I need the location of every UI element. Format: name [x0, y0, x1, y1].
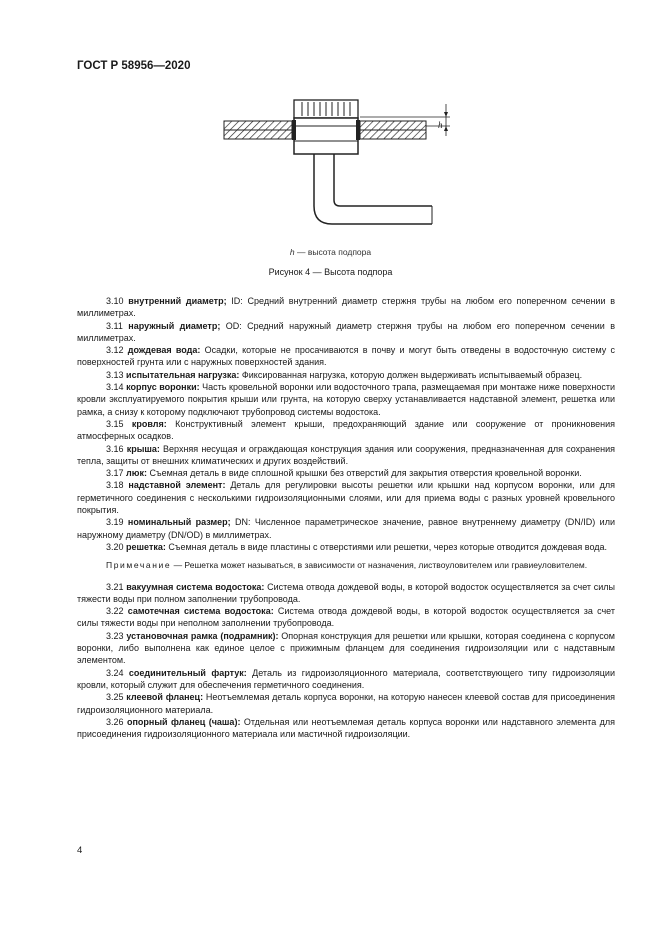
- definition-item: 3.26 опорный фланец (чаша): Отдельная или неотъемлемая деталь корпуса воронки или надставного элемента для присоединения гидроизоляционного материала или мастичной гидроизоляции.: [77, 716, 615, 740]
- note-label: Примечание: [106, 560, 172, 571]
- definition-item: 3.17 люк: Съемная деталь в виде сплошной крышки без отверстий для закрытия отверстия кровельной воронки.: [106, 468, 582, 479]
- definition-item: 3.14 корпус воронки: Часть кровельной воронки или водосточного трапа, размещаемая при монтаже ниже поверхности кровли эксплуатируемого покрытия крыши или грунта, на которую сверху устанавливается надставной элемент, решетка или рамка, а снизу к которому подключают трубопровод системы водостока.: [77, 382, 615, 417]
- definition-item: 3.22 самотечная система водостока: Система отвода дождевой воды, в которой водосток осуществляется за счет силы тяжести воды при неполном заполнении трубопровода.: [77, 606, 615, 629]
- funnel-body: [294, 118, 358, 154]
- legend-symbol: h: [289, 247, 295, 257]
- definition-item: 3.10 внутренний диаметр; ID: Средний внутренний диаметр стержня трубы на любом его поперечном сечении в миллиметрах.: [77, 296, 615, 319]
- drain-pipe: [314, 154, 432, 224]
- figure-legend: [0, 247, 661, 257]
- definitions-list: [77, 295, 615, 740]
- note: [77, 559, 615, 571]
- page-number: 4: [77, 845, 83, 856]
- document-header: ГОСТ Р 58956—2020: [77, 60, 191, 72]
- definition-item: 3.12 дождевая вода: Осадки, которые не просачиваются в почву и могут быть отведены в водосточную систему с поверхностей грунта или с наружных поверхностей здания.: [77, 345, 615, 368]
- definition-item: 3.18 надставной элемент: Деталь для регулировки высоты решетки или крышки над корпусом воронки, или для герметичного соединения с несколькими гидроизоляционными слоями, или для приема воды с разных уровней кровельного покрытия.: [77, 480, 615, 516]
- definition-item: 3.11 наружный диаметр; OD: Средний наружный диаметр стержня трубы на любом его поперечном сечении в миллиметрах.: [77, 320, 615, 343]
- definition-item: 3.25 клеевой фланец: Неотъемлемая деталь корпуса воронки, на которую нанесен клеевой состав для присоединения гидроизоляционного материала.: [77, 692, 615, 715]
- definition-item: 3.13 испытательная нагрузка: Фиксированная нагрузка, которую должен выдерживать испытываемый образец.: [106, 369, 583, 380]
- figure-caption: Рисунок 4 — Высота подпора: [268, 267, 393, 277]
- dimension-label-h: h: [438, 120, 443, 130]
- definition-item: 3.21 вакуумная система водостока: Система отвода дождевой воды, в которой водосток осуществляется за счет силы тяжести воды при полном заполнении трубопровода.: [77, 581, 615, 604]
- definition-item: 3.19 номинальный размер; DN: Численное параметрическое значение, равное внутреннему диаметру (DN/ID) или наружному диаметру (DN/OD) в миллиметрах.: [77, 517, 615, 540]
- definition-item: 3.23 установочная рамка (подрамник): Опорная конструкция для решетки или крышки, которая соединена с корпусом воронки, либо выполнена как единое целое с прижимным фланцем для соединения гидроизоляции или с надставным элементом.: [77, 630, 615, 666]
- definition-item: 3.15 кровля: Конструктивный элемент крыши, предохраняющий здание или сооружение от проникновения атмосферных осадков.: [77, 418, 615, 442]
- note-text: — Решетка может называться, в зависимости от назначения, листвоуловителем или гравиеуловителем.: [171, 560, 588, 571]
- definition-item: 3.24 соединительный фартук: Деталь из гидроизоляционного материала, соответствующего типу гидроизоляции кровли, который служит для обеспечения герметичного соединения.: [77, 667, 615, 690]
- figure-backwater-height: [214, 96, 464, 236]
- definition-item: 3.16 крыша: Верхняя несущая и ограждающая конструкция здания или сооружения, предназначенная для сохранения тепла, защиты от внешних климатических и других воздействий.: [77, 443, 615, 466]
- legend-text: — высота подпора: [294, 247, 372, 257]
- definition-item: 3.20 решетка: Съемная деталь в виде пластины с отверстиями или решетки, через которые отводится дождевая вода.: [106, 541, 608, 552]
